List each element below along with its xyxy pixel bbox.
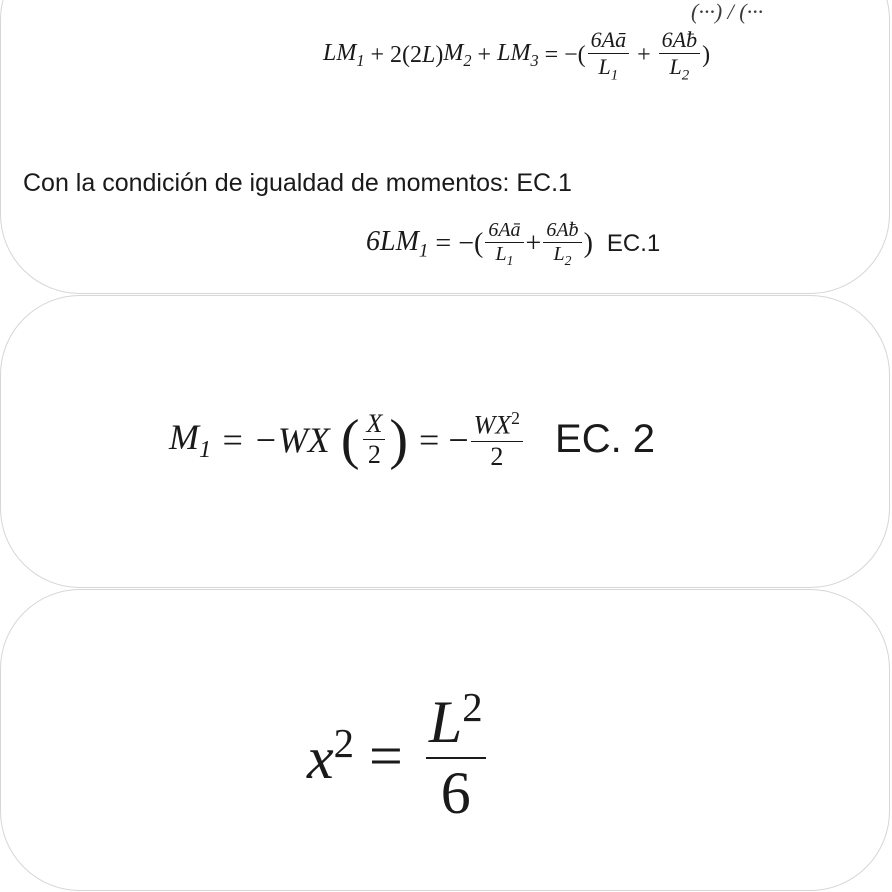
fraction-1 — [588, 27, 629, 84]
paren-close: ) — [435, 42, 444, 69]
fraction-2-numerator: 6Aƀ — [661, 27, 698, 52]
fraction-denominator: 6 — [426, 757, 486, 828]
fraction-1-numerator: 6Aā — [488, 219, 521, 241]
equation-x-squared — [307, 684, 488, 828]
fraction-2 — [543, 219, 581, 269]
fraction-1-denominator: $L_1$ — [588, 53, 629, 84]
fraction-1 — [485, 219, 523, 269]
fraction-wx2-over-2 — [471, 408, 523, 472]
fraction-2-denominator: $L_2$ — [659, 53, 700, 84]
fraction-numerator: $WX^2$ — [473, 408, 521, 440]
fraction-2 — [659, 27, 700, 84]
term-l: L — [422, 42, 436, 69]
operator-plus-two: + 2(2 — [364, 42, 423, 69]
fraction-1-numerator: 6Aā — [590, 27, 627, 52]
paren-close: ) — [389, 408, 409, 471]
fraction-denominator: 2 — [363, 439, 385, 470]
fraction-1-denominator: $L_1$ — [485, 242, 523, 269]
equation-label: EC.1 — [606, 230, 661, 257]
equation-three-moments — [323, 27, 710, 84]
fraction-x-over-2 — [363, 409, 385, 470]
term-x2: $x^2$ — [307, 720, 355, 791]
equation-ec1 — [366, 219, 660, 269]
term-m1: $M_1$ — [169, 416, 212, 463]
operator-plus: + — [525, 228, 542, 259]
fraction-denominator: 2 — [471, 441, 523, 472]
fraction-numerator: $L^2$ — [428, 685, 483, 755]
cropped-equation-fragment: (···) / (··· — [691, 0, 764, 24]
equation-card-2 — [0, 295, 890, 588]
paren-close: ) — [583, 228, 593, 259]
equation-label: EC. 2 — [555, 417, 656, 462]
equals-minus: = − — [410, 419, 469, 460]
equals-sign: = — [354, 722, 418, 789]
operator-plus-rhs: + — [631, 42, 657, 69]
equals-minus: = −( — [428, 228, 484, 259]
equals-minus-wx: = −WX — [211, 419, 339, 460]
equation-card-3 — [0, 589, 890, 891]
term-6lm1: $6LM_1$ — [366, 225, 429, 262]
operator-plus: + — [471, 42, 498, 69]
equals-minus: = −( — [538, 42, 586, 69]
condition-sentence: Con la condición de igualdad de momentos: EC.1 — [23, 169, 572, 197]
equation-ec2 — [169, 408, 655, 472]
term-lm1: $LM_1$ — [323, 40, 365, 71]
paren-open: ( — [340, 408, 360, 471]
fraction-2-denominator: $L_2$ — [543, 242, 581, 269]
fraction-2-numerator: 6Aƀ — [546, 219, 579, 241]
term-lm3: $LM_3$ — [497, 40, 539, 71]
fraction-numerator: X — [366, 409, 383, 439]
fraction-l2-over-6 — [426, 684, 486, 828]
term-m2: $M_2$ — [443, 40, 472, 71]
equation-card-1 — [0, 0, 890, 294]
paren-close-rhs: ) — [702, 42, 711, 69]
